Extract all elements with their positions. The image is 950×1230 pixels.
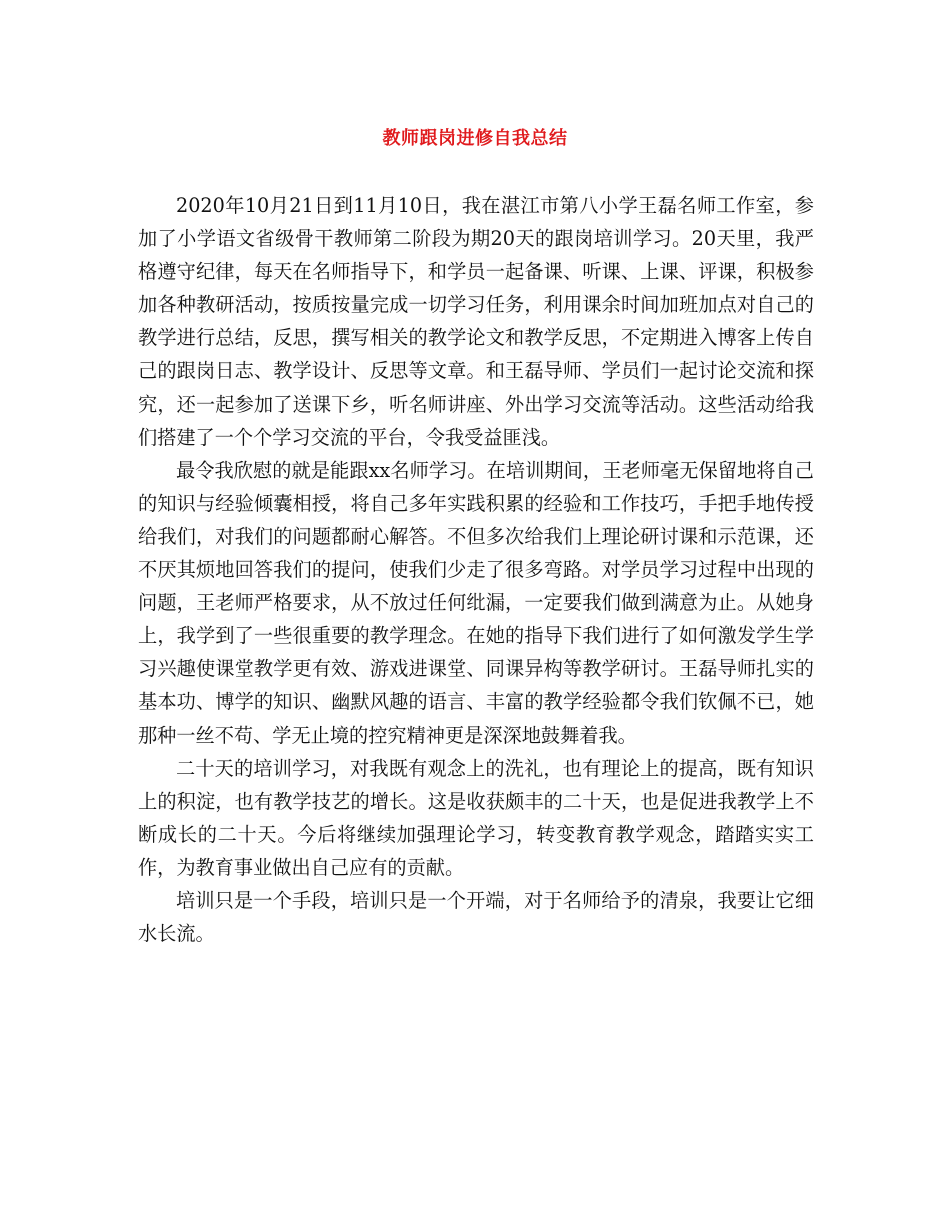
document-title: 教师跟岗进修自我总结 <box>382 128 568 149</box>
document-body <box>138 189 814 950</box>
paragraph-2: 最令我欣慰的就是能跟xx名师学习。在培训期间，王老师毫无保留地将自己的知识与经验倾囊相授，将自己多年实践积累的经验和工作技巧，手把手地传授给我们，对我们的问题都耐心解答。不但多次给我们上理论研讨课和示范课，还不厌其烦地回答我们的提问，使我们少走了很多弯路。对学员学习过程中出现的问题，王老师严格要求，从不放过任何纰漏，一定要我们做到满意为止。从她身上，我学到了一些很重要的教学理念。在她的指导下我们进行了如何激发学生学习兴趣使课堂教学更有效、游戏进课堂、同课异构等教学研讨。王磊导师扎实的基本功、博学的知识、幽默风趣的语言、丰富的教学经验都令我们钦佩不已，她那种一丝不苟、学无止境的控究精神更是深深地鼓舞着我。 <box>138 458 814 747</box>
paragraph-1: 2020年10月21日到11月10日，我在湛江市第八小学王磊名师工作室，参加了小学语文省级骨干教师第二阶段为期20天的跟岗培训学习。20天里，我严格遵守纪律，每天在名师指导下，和学员一起备课、听课、上课、评课，积极参加各种教研活动，按质按量完成一切学习任务，利用课余时间加班加点对自己的教学进行总结，反思，撰写相关的教学论文和教学反思，不定期进入博客上传自己的跟岗日志、教学设计、反思等文章。和王磊导师、学员们一起讨论交流和探究，还一起参加了送课下乡，听名师讲座、外出学习交流等活动。这些活动给我们搭建了一个个学习交流的平台，令我受益匪浅。 <box>138 194 814 449</box>
paragraph-4: 培训只是一个手段，培训只是一个开端，对于名师给予的清泉，我要让它细水长流。 <box>138 888 814 946</box>
paragraph-3: 二十天的培训学习，对我既有观念上的洗礼，也有理论上的提高，既有知识上的积淀，也有教学技艺的增长。这是收获颇丰的二十天，也是促进我教学上不断成长的二十天。今后将继续加强理论学习，转变教育教学观念，踏踏实实工作，为教育事业做出自己应有的贡献。 <box>138 756 814 879</box>
